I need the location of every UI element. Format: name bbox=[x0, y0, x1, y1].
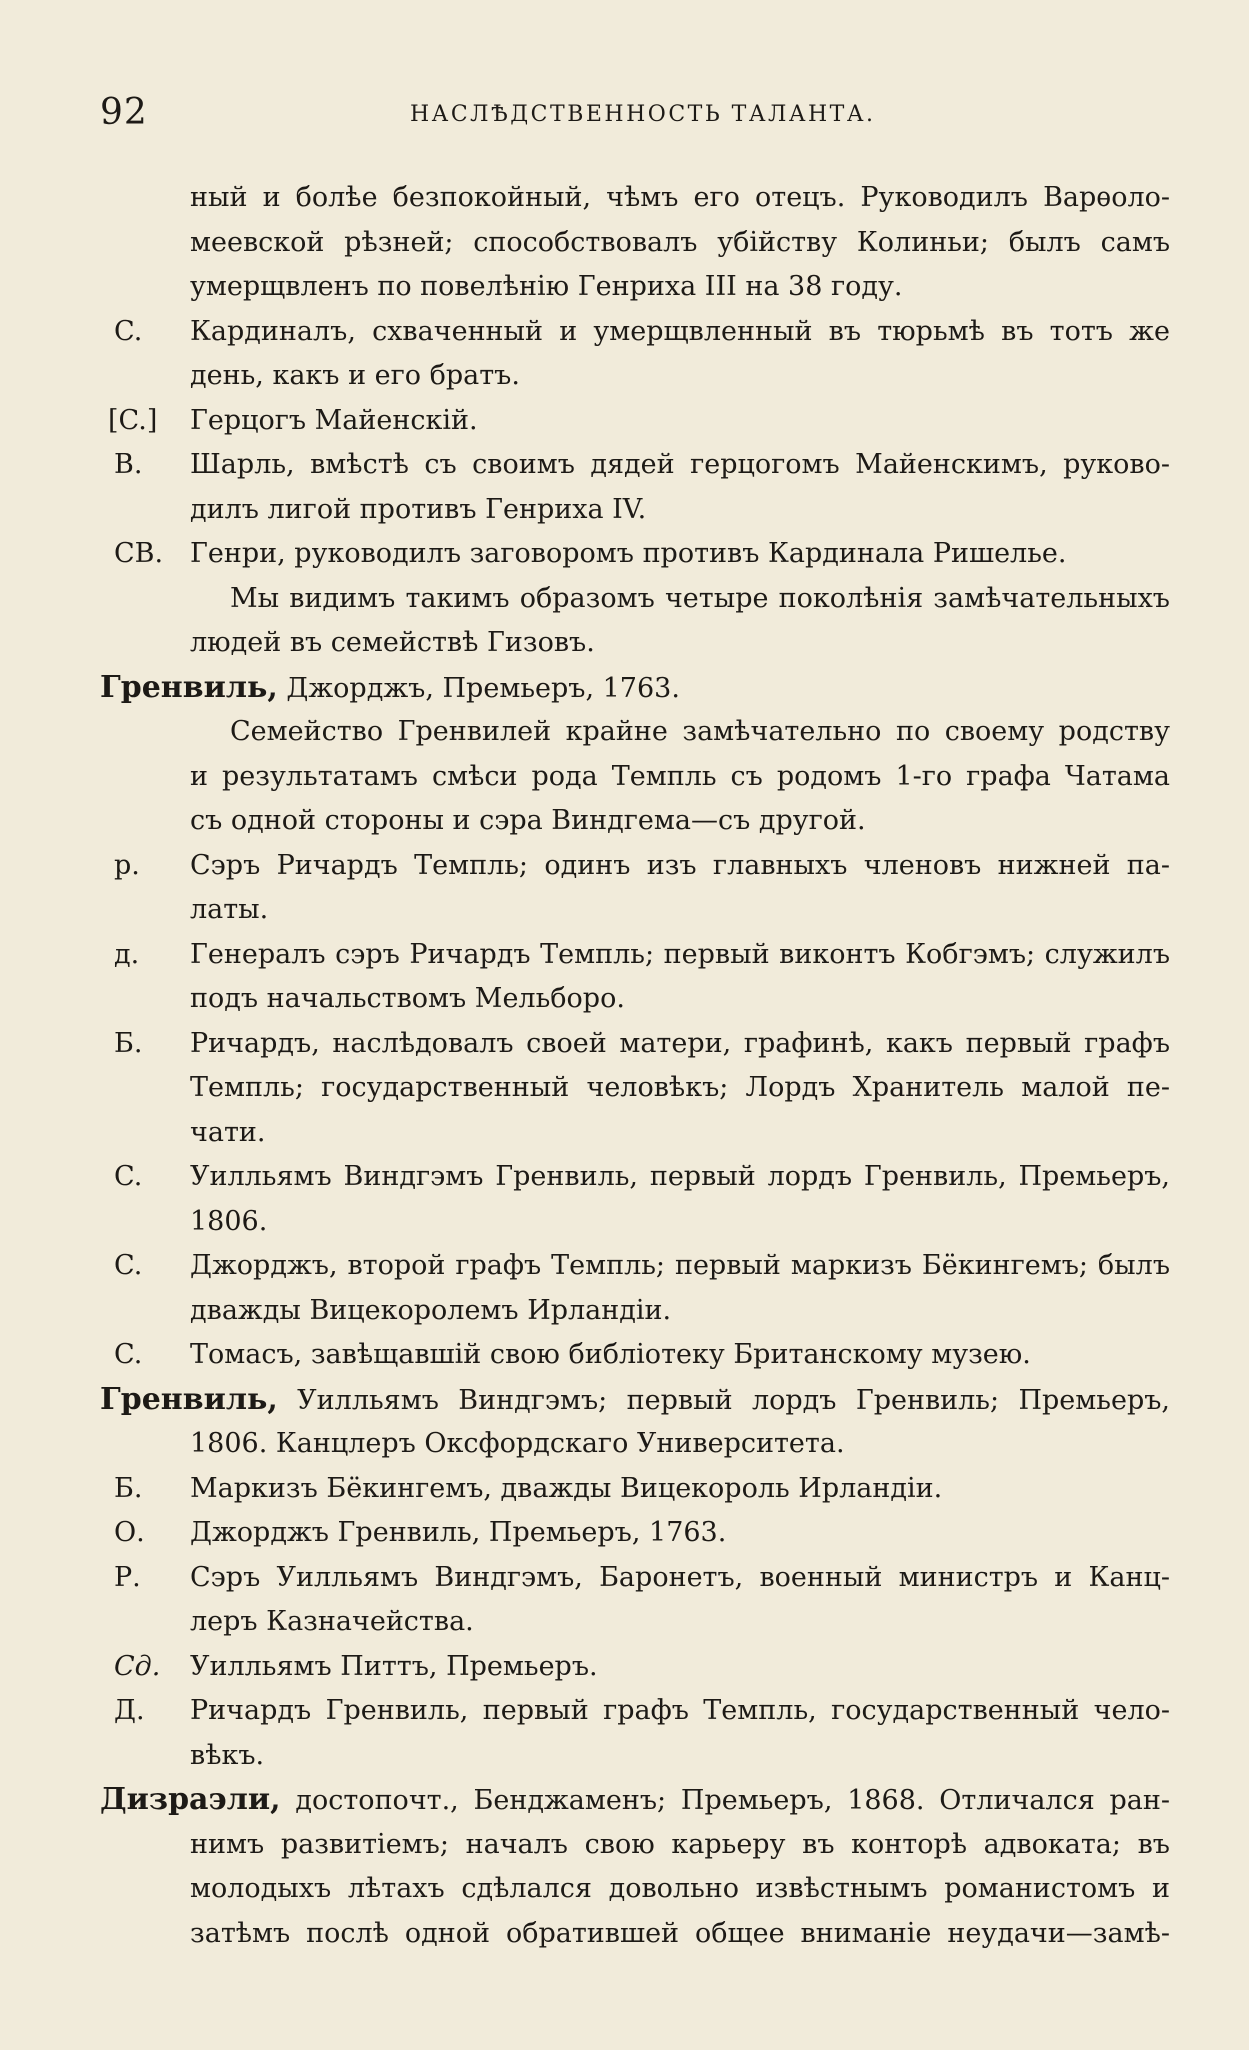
line-text: Сэръ Ричардъ Темпль; одинъ изъ главныхъ членовъ нижней па- bbox=[190, 849, 1170, 881]
page-number: 92 bbox=[100, 92, 148, 133]
line-text: подъ начальствомъ Мельборо. bbox=[190, 983, 625, 1014]
entry-text: Уилльямъ Виндгэмъ; первый лордъ Гренвиль; Премьеръ, bbox=[277, 1384, 1170, 1416]
line-text: съ одной стороны и сэра Виндгема—съ другой. bbox=[190, 805, 866, 836]
line-text: молодыхъ лѣтахъ сдѣлался довольно извѣстнымъ романистомъ и bbox=[190, 1873, 1170, 1904]
text-line bbox=[100, 666, 1170, 711]
line-text: Кардиналъ, схваченный и умерщвленный въ тюрьмѣ въ тотъ же bbox=[190, 315, 1170, 347]
running-title: НАСЛѢДСТВЕННОСТЬ ТАЛАНТА. bbox=[410, 102, 876, 127]
relation-marker: [C.] bbox=[108, 404, 158, 436]
page-header bbox=[100, 92, 1179, 142]
text-line bbox=[100, 399, 1170, 444]
relation-marker: Д. bbox=[114, 1695, 145, 1726]
text-line bbox=[100, 710, 1170, 755]
text-line bbox=[100, 1912, 1170, 1957]
page-body bbox=[100, 176, 1170, 1956]
text-line bbox=[100, 755, 1170, 800]
line-text: Уилльямъ Питтъ, Премьеръ. bbox=[190, 1650, 598, 1682]
line-text: леръ Казначейства. bbox=[190, 1606, 474, 1637]
relation-marker: Сд. bbox=[114, 1650, 161, 1682]
relation-marker: C. bbox=[114, 315, 143, 347]
relation-marker: р. bbox=[114, 849, 140, 881]
text-line bbox=[100, 310, 1170, 355]
line-text: 1806. bbox=[190, 1205, 268, 1237]
line-text: ный и болѣе безпокойный, чѣмъ его отецъ. Руководилъ Варѳоло- bbox=[190, 182, 1170, 213]
text-line bbox=[100, 577, 1170, 622]
relation-marker: Б. bbox=[114, 1027, 143, 1059]
text-line bbox=[100, 532, 1170, 577]
text-line bbox=[100, 488, 1170, 533]
entry-text: достопочт., Бенджаменъ; Премьеръ, 1868. Отличался ран- bbox=[280, 1785, 1170, 1816]
line-text: затѣмъ послѣ одной обратившей общее вниманіе неудачи—замѣ- bbox=[190, 1917, 1170, 1949]
relation-marker: C. bbox=[114, 1339, 143, 1370]
text-line bbox=[100, 1200, 1170, 1245]
text-line bbox=[100, 888, 1170, 933]
entry-heading: Дизраэли, bbox=[100, 1782, 281, 1817]
line-text: Генри, руководилъ заговоромъ противъ Кардинала Ришелье. bbox=[190, 538, 1067, 569]
entry-heading: Гренвиль, bbox=[100, 1381, 278, 1417]
line-text: латы. bbox=[190, 894, 269, 925]
entry-line bbox=[100, 666, 1170, 712]
line-text: дважды Вицекоролемъ Ирландіи. bbox=[190, 1294, 672, 1326]
text-line bbox=[100, 1823, 1170, 1868]
line-text: вѣкъ. bbox=[190, 1739, 265, 1771]
line-text: день, какъ и его братъ. bbox=[190, 360, 520, 391]
line-text: людей въ семействѣ Гизовъ. bbox=[190, 627, 595, 658]
line-text: Томасъ, завѣщавшій свою библіотеку Британскому музею. bbox=[190, 1339, 1031, 1370]
text-line bbox=[100, 1689, 1170, 1734]
entry-heading: Гренвиль, bbox=[100, 669, 278, 705]
text-line bbox=[100, 1333, 1170, 1378]
text-line bbox=[100, 1511, 1170, 1556]
text-line bbox=[100, 844, 1170, 889]
entry-text: Джорджъ, Премьеръ, 1763. bbox=[277, 672, 680, 704]
text-line bbox=[100, 1600, 1170, 1645]
relation-marker: CB. bbox=[114, 538, 164, 569]
relation-marker: Р. bbox=[114, 1561, 141, 1593]
text-line bbox=[100, 1022, 1170, 1067]
entry-line bbox=[100, 1378, 1170, 1424]
line-text: Семейство Гренвилей крайне замѣчательно по своему родству bbox=[230, 716, 1170, 747]
text-line bbox=[100, 1467, 1170, 1512]
text-line bbox=[100, 354, 1170, 399]
relation-marker: C. bbox=[114, 1161, 143, 1192]
text-line bbox=[100, 221, 1170, 266]
entry-line bbox=[100, 1778, 1170, 1824]
text-line bbox=[100, 176, 1170, 221]
line-text: меевской рѣзней; способствовалъ убійству Колиньи; былъ самъ bbox=[190, 226, 1170, 258]
relation-marker: д. bbox=[114, 938, 140, 970]
text-line bbox=[100, 977, 1170, 1022]
relation-marker: Б. bbox=[114, 1472, 143, 1504]
line-text: Уилльямъ Виндгэмъ Гренвиль, первый лордъ Гренвиль, Премьеръ, bbox=[190, 1161, 1170, 1192]
text-line bbox=[100, 1778, 1170, 1823]
line-text: Мы видимъ такимъ образомъ четыре поколѣнія замѣчательныхъ bbox=[230, 582, 1170, 614]
line-text: умерщвленъ по повелѣнію Генриха III на 38 году. bbox=[190, 271, 903, 302]
line-text: Джорджъ Гренвиль, Премьеръ, 1763. bbox=[190, 1517, 727, 1548]
text-line bbox=[100, 621, 1170, 666]
line-text: Джорджъ, второй графъ Темпль; первый маркизъ Бёкингемъ; былъ bbox=[190, 1250, 1170, 1281]
text-line bbox=[100, 443, 1170, 488]
text-line bbox=[100, 1066, 1170, 1111]
relation-marker: О. bbox=[114, 1517, 145, 1548]
line-text: и результатамъ смѣси рода Темпль съ родомъ 1-го графа Чатама bbox=[190, 760, 1170, 792]
line-text: Герцогъ Майенскій. bbox=[190, 404, 478, 436]
text-line bbox=[100, 1111, 1170, 1156]
text-line bbox=[100, 1155, 1170, 1200]
line-text: Маркизъ Бёкингемъ, дважды Вицекороль Ирландіи. bbox=[190, 1472, 943, 1504]
line-text: нимъ развитіемъ; началъ свою карьеру въ конторѣ адвоката; въ bbox=[190, 1828, 1170, 1860]
text-line bbox=[100, 1734, 1170, 1779]
line-text: чати. bbox=[190, 1116, 266, 1148]
text-line bbox=[100, 1867, 1170, 1912]
line-text: Генералъ сэръ Ричардъ Темпль; первый виконтъ Кобгэмъ; служилъ bbox=[190, 938, 1170, 970]
line-text: Сэръ Уилльямъ Виндгэмъ, Баронетъ, военный министръ и Канц- bbox=[190, 1561, 1170, 1593]
line-text: дилъ лигой противъ Генриха IV. bbox=[190, 493, 647, 525]
text-line bbox=[100, 1289, 1170, 1334]
text-line bbox=[100, 1645, 1170, 1690]
text-line bbox=[100, 1556, 1170, 1601]
text-line bbox=[100, 799, 1170, 844]
line-text: Шарль, вмѣстѣ съ своимъ дядей герцогомъ Майенскимъ, руково- bbox=[190, 449, 1170, 480]
line-text: 1806. Канцлеръ Оксфордскаго Университета. bbox=[190, 1428, 845, 1459]
text-line bbox=[100, 933, 1170, 978]
text-line bbox=[100, 1378, 1170, 1423]
relation-marker: C. bbox=[114, 1250, 143, 1281]
line-text: Ричардъ Гренвиль, первый графъ Темпль, государственный чело- bbox=[190, 1695, 1170, 1726]
relation-marker: В. bbox=[114, 449, 143, 480]
line-text: Темпль; государственный человѣкъ; Лордъ Хранитель малой пе- bbox=[190, 1072, 1170, 1103]
text-line bbox=[100, 1422, 1170, 1467]
line-text: Ричардъ, наслѣдовалъ своей матери, графинѣ, какъ первый графъ bbox=[190, 1027, 1170, 1059]
text-line bbox=[100, 1244, 1170, 1289]
text-line bbox=[100, 265, 1170, 310]
